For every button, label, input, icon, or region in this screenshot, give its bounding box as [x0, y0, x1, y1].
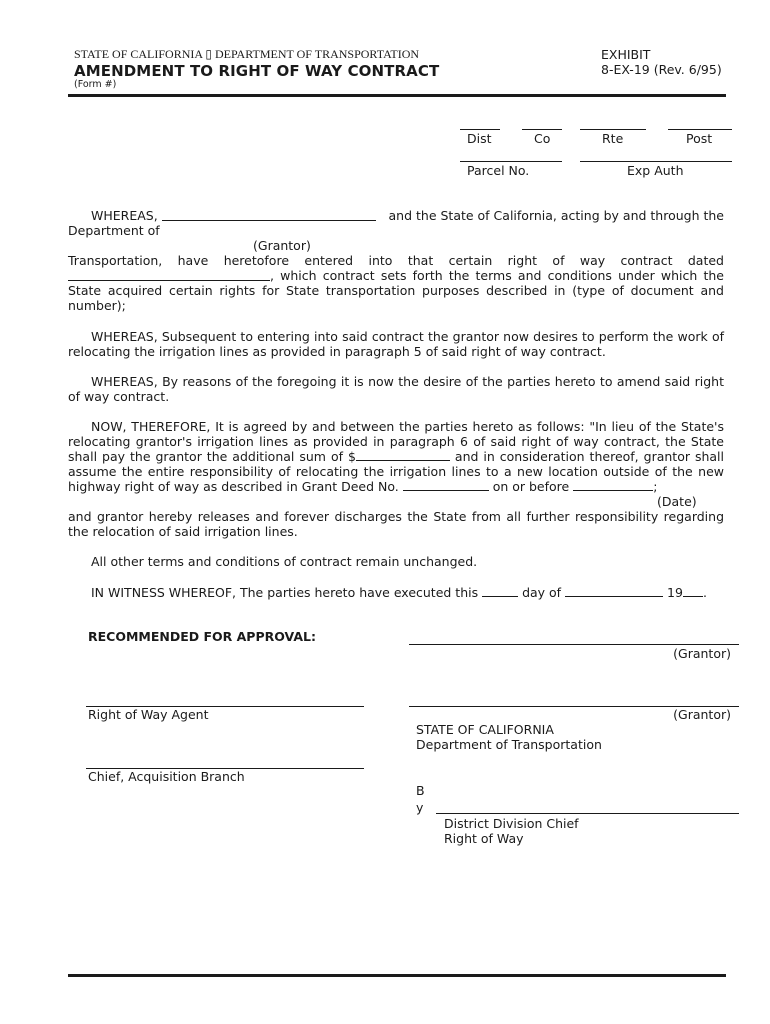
exp-auth-label: Exp Auth	[627, 163, 684, 178]
witness-text-a: IN WITNESS WHEREOF, The parties hereto have executed this	[91, 585, 483, 600]
row-agent-label: Right of Way Agent	[88, 707, 209, 722]
form-title: AMENDMENT TO RIGHT OF WAY CONTRACT	[74, 62, 440, 80]
p4-release-text: and grantor hereby releases and forever discharges the State from all further responsibility regarding the relocation of said irrigation lines.	[68, 509, 724, 539]
paragraph-4	[68, 419, 724, 494]
exhibit-code: 8-EX-19 (Rev. 6/95)	[601, 62, 722, 77]
footer-rule	[68, 974, 726, 977]
paragraph-5: All other terms and conditions of contract remain unchanged.	[91, 554, 478, 569]
date-field[interactable]	[573, 479, 653, 491]
grantor-label-1: (Grantor)	[673, 646, 731, 661]
exp-auth-field[interactable]	[580, 161, 732, 162]
state-label: STATE OF CALIFORNIA	[416, 722, 554, 737]
p4-text-2: and in consideration thereof, grantor shall assume the entire responsibility of relocating the irrigation lines to a new location outside of the new highway right of way as described in Grant Deed No.	[68, 449, 724, 494]
by-label-y: y	[416, 800, 424, 815]
p4-text-3: on or before	[488, 479, 574, 494]
witness-text-b: day of	[518, 585, 566, 600]
exhibit-label: EXHIBIT	[601, 47, 651, 62]
post-field[interactable]	[668, 129, 732, 130]
p1-line3: Transportation, have heretofore entered into that certain right of way contract dated	[68, 253, 724, 268]
header-rule	[68, 94, 726, 97]
form-number: (Form #)	[74, 79, 117, 90]
p1-line2: Department of	[68, 223, 160, 238]
grantor-label-2: (Grantor)	[673, 707, 731, 722]
p1-line5: State acquired certain rights for State transportation purposes described in (type of document and number);	[68, 283, 724, 313]
witness-line	[91, 585, 707, 600]
rte-label: Rte	[602, 131, 624, 146]
district-chief-signature-line[interactable]	[436, 813, 739, 814]
co-label: Co	[534, 131, 551, 146]
parcel-no-label: Parcel No.	[467, 163, 530, 178]
recommended-heading: RECOMMENDED FOR APPROVAL:	[88, 629, 317, 644]
parcel-no-field[interactable]	[460, 161, 562, 162]
dist-field[interactable]	[460, 129, 500, 130]
district-chief-label: District Division Chief	[444, 816, 579, 831]
p4-text-1: NOW, THEREFORE, It is agreed by and between the parties hereto as follows: "In lieu of the State's relocating grantor's irrigation lines as provided in paragraph 6 of said right of way contract, the State shall pay the grantor the additional sum of $	[68, 419, 724, 464]
year-field[interactable]	[683, 585, 703, 597]
p1-grantor-label: (Grantor)	[253, 238, 311, 253]
co-field[interactable]	[522, 129, 562, 130]
dist-label: Dist	[467, 131, 492, 146]
by-label-b: B	[416, 783, 425, 798]
p4-date-label: (Date)	[657, 494, 697, 509]
right-of-way-label: Right of Way	[444, 831, 524, 846]
month-field[interactable]	[565, 585, 663, 597]
p1-line4-after: , which contract sets forth the terms and conditions under which the	[270, 268, 724, 283]
additional-sum-field[interactable]	[356, 449, 450, 461]
p4-semicolon: ;	[653, 479, 658, 494]
agency-line: STATE OF CALIFORNIA ▯ DEPARTMENT OF TRANSPORTATION	[74, 47, 420, 61]
grantor-name-field[interactable]	[162, 220, 376, 221]
contract-date-field[interactable]	[68, 280, 270, 281]
paragraph-2: WHEREAS, Subsequent to entering into said contract the grantor now desires to perform the work of relocating the irrigation lines as provided in paragraph 5 of said right of way contract.	[68, 329, 724, 359]
p1-after-blank: and the State of California, acting by and through the	[388, 208, 724, 223]
dept-label: Department of Transportation	[416, 737, 602, 752]
p1-whereas: WHEREAS,	[91, 208, 158, 223]
grant-deed-no-field[interactable]	[403, 479, 489, 491]
post-label: Post	[686, 131, 713, 146]
rte-field[interactable]	[580, 129, 646, 130]
day-field[interactable]	[482, 585, 518, 597]
witness-text-c: 19	[663, 585, 683, 600]
witness-text-d: .	[702, 585, 707, 600]
paragraph-3: WHEREAS, By reasons of the foregoing it is now the desire of the parties hereto to amend said right of way contract.	[68, 374, 724, 404]
chief-acq-label: Chief, Acquisition Branch	[88, 769, 245, 784]
grantor-signature-line-1[interactable]	[409, 644, 739, 645]
